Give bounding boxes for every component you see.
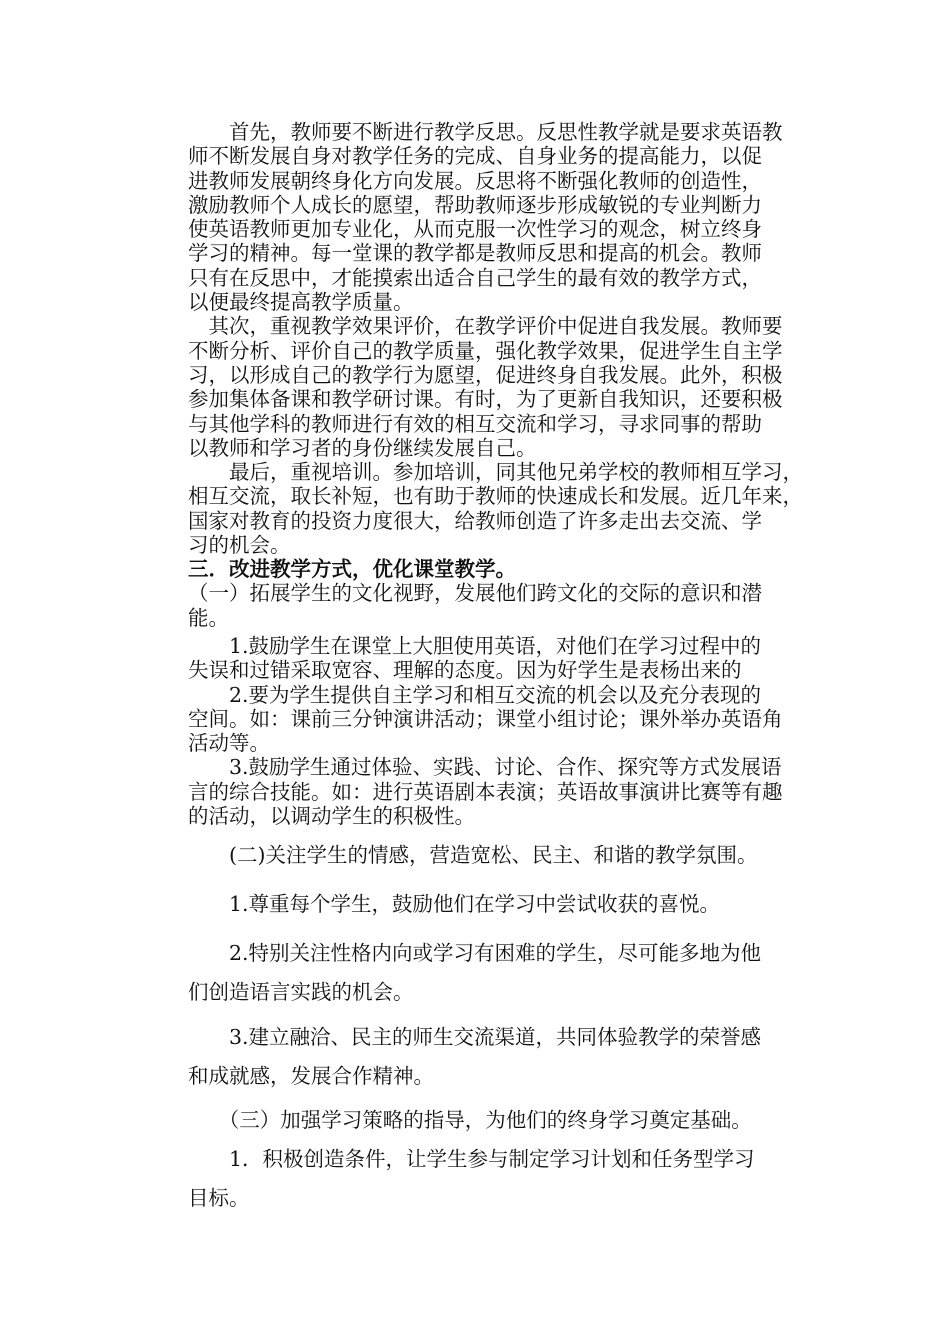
text-line: 目标。 [188,1186,250,1211]
text-line: 活动等。 [188,731,270,756]
text-line: 3.鼓励学生通过体验、实践、讨论、合作、探究等方式发展语 [188,755,782,780]
text-line: 不断分析、评价自己的教学质量，强化教学效果，促进学生自主学 [188,338,783,363]
text-line: 首先，教师要不断进行教学反思。反思性教学就是要求英语教 [188,120,783,144]
text-line: 与其他学科的教师进行有效的相互交流和学习，寻求同事的帮助 [188,411,762,436]
list-item [188,934,818,1012]
list-item [188,755,818,828]
text-line: 2.要为学生提供自主学习和相互交流的机会以及充分表现的 [188,682,762,707]
text-line: （三）加强学习策略的指导，为他们的终身学习奠定基础。 [188,1108,752,1133]
text-line: 1.鼓励学生在课堂上大胆使用英语，对他们在学习过程中的 [188,633,762,658]
paragraph-evaluation [188,314,818,460]
text-line: 激励教师个人成长的愿望，帮助教师逐步形成敏锐的专业判断力 [188,192,762,217]
text-line: （一）拓展学生的文化视野，发展他们跨文化的交际的意识和潜 [188,581,762,606]
text-line: 的活动，以调动学生的积极性。 [188,804,475,829]
paragraph-training [188,460,818,557]
text-line: 国家对教育的投资力度很大，给教师创造了许多走出去交流、学 [188,508,762,533]
section-heading: 三．改进教学方式，优化课堂教学。 [188,557,516,582]
text-line: 3.建立融洽、民主的师生交流渠道，共同体验教学的荣誉感 [188,1025,762,1050]
list-item [188,885,818,924]
text-line: 以教师和学习者的身份继续发展自己。 [188,435,537,460]
text-line: 使英语教师更加专业化，从而克服一次性学习的观念，树立终身 [188,217,762,242]
text-line: 和成就感，发展合作精神。 [188,1064,434,1089]
list-item [188,1018,818,1096]
text-line: 们创造语言实践的机会。 [188,980,414,1005]
text-line: (二)关注学生的情感，营造宽松、民主、和谐的教学氛围。 [188,843,758,868]
text-line: 只有在反思中，才能摸索出适合自己学生的最有效的教学方式， [188,265,762,290]
text-line: 言的综合技能。如：进行英语剧本表演；英语故事演讲比赛等有趣 [188,779,783,804]
text-line: 以便最终提高教学质量。 [188,290,414,315]
text-line: 学习的精神。每一堂课的教学都是教师反思和提高的机会。教师 [188,241,762,266]
text-line: 能。 [188,605,229,630]
subsection-two [188,836,818,875]
text-line: 空间。如：课前三分钟演讲活动；课堂小组讨论；课外举办英语角 [188,706,783,731]
text-line: 相互交流，取长补短，也有助于教师的快速成长和发展。近几年来， [188,484,803,509]
text-line: 进教师发展朝终身化方向发展。反思将不断强化教师的创造性， [188,168,762,193]
text-line: 习的机会。 [188,533,291,558]
text-line: 其次，重视教学效果评价，在教学评价中促进自我发展。教师要 [188,314,783,339]
text-line: 习，以形成自己的教学行为愿望，促进终身自我发展。此外，积极 [188,362,783,387]
text-line: 参加集体备课和教学研讨课。有时，为了更新自我知识，还要积极 [188,387,783,412]
subsection-three [188,1100,818,1140]
text-line: 1.尊重每个学生，鼓励他们在学习中尝试收获的喜悦。 [188,892,721,917]
text-line: 最后，重视培训。参加培训，同其他兄弟学校的教师相互学习， [188,460,803,485]
text-line: 2.特别关注性格内向或学习有困难的学生，尽可能多地为他 [188,941,762,966]
subsection-one [188,581,818,630]
paragraph-reflection [188,120,818,314]
text-line: 失误和过错采取宽容、理解的态度。因为好学生是表杨出来的 [188,658,742,683]
text-line: 1．积极创造条件，让学生参与制定学习计划和任务型学习 [188,1147,755,1172]
document-body [188,120,818,1218]
list-item [188,634,818,683]
text-line: 师不断发展自身对教学任务的完成、自身业务的提高能力，以促 [188,144,762,169]
list-item [188,683,818,756]
list-item [188,1140,818,1218]
